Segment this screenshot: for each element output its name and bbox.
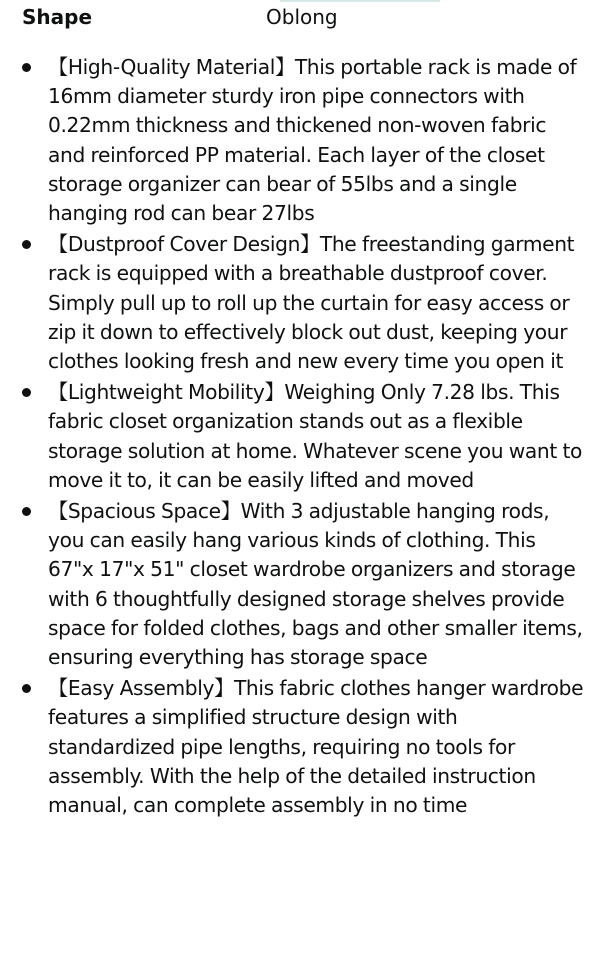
bullet-title: 【Easy Assembly】	[48, 676, 234, 701]
bullet-dot-icon	[22, 388, 31, 397]
bullet-text: This fabric clothes hanger wardrobe features a simplified structure design with standardized pipe lengths, requiring no tools for assembly. With the help of the detailed instruction manual, can complete assembly in no time	[48, 676, 584, 818]
spec-row-shape	[22, 2, 600, 32]
feature-bullet-space	[0, 497, 600, 672]
bullet-text: This portable rack is made of 16mm diameter sturdy iron pipe connectors with 0.22mm thickness and thickened non-woven fabric and reinforced PP material. Each layer of the closet storage organizer can bear of 55lbs and a single hanging rod can bear 27lbs	[48, 55, 577, 226]
bullet-dot-icon	[22, 684, 31, 693]
bullet-title: 【Lightweight Mobility】	[48, 380, 285, 405]
bullet-title: 【Spacious Space】	[48, 499, 241, 524]
spec-label: Shape	[22, 5, 93, 29]
feature-bullet-mobility	[0, 378, 600, 495]
feature-bullet-assembly	[0, 674, 600, 820]
bullet-text: With 3 adjustable hanging rods, you can easily hang various kinds of clothing. This 67"x 17"x 51" closet wardrobe organizers and storage with 6 thoughtfully designed storage shelves provide space for folded clothes, bags and other smaller items, ensuring everything has storage space	[48, 499, 583, 670]
feature-bullet-dustproof	[0, 230, 600, 376]
bullet-title: 【High-Quality Material】	[48, 55, 295, 79]
bullet-dot-icon	[22, 507, 31, 516]
bullet-title: 【Dustproof Cover Design】	[48, 232, 320, 257]
spec-value: Oblong	[266, 5, 338, 29]
bullet-text: The freestanding garment rack is equipped with a breathable dustproof cover. Simply pull up to roll up the curtain for easy access or zip it down to effectively block out dust, keeping your clothes looking fresh and new every time you open it	[48, 232, 575, 374]
bullet-dot-icon	[22, 240, 31, 249]
feature-bullet-list	[0, 53, 600, 822]
feature-bullet-material	[0, 53, 600, 228]
bullet-text: Weighing Only 7.28 lbs. This fabric closet organization stands out as a flexible storage solution at home. Whatever scene you want to move it to, it can be easily lifted and moved	[48, 380, 583, 492]
bullet-dot-icon	[22, 63, 31, 72]
